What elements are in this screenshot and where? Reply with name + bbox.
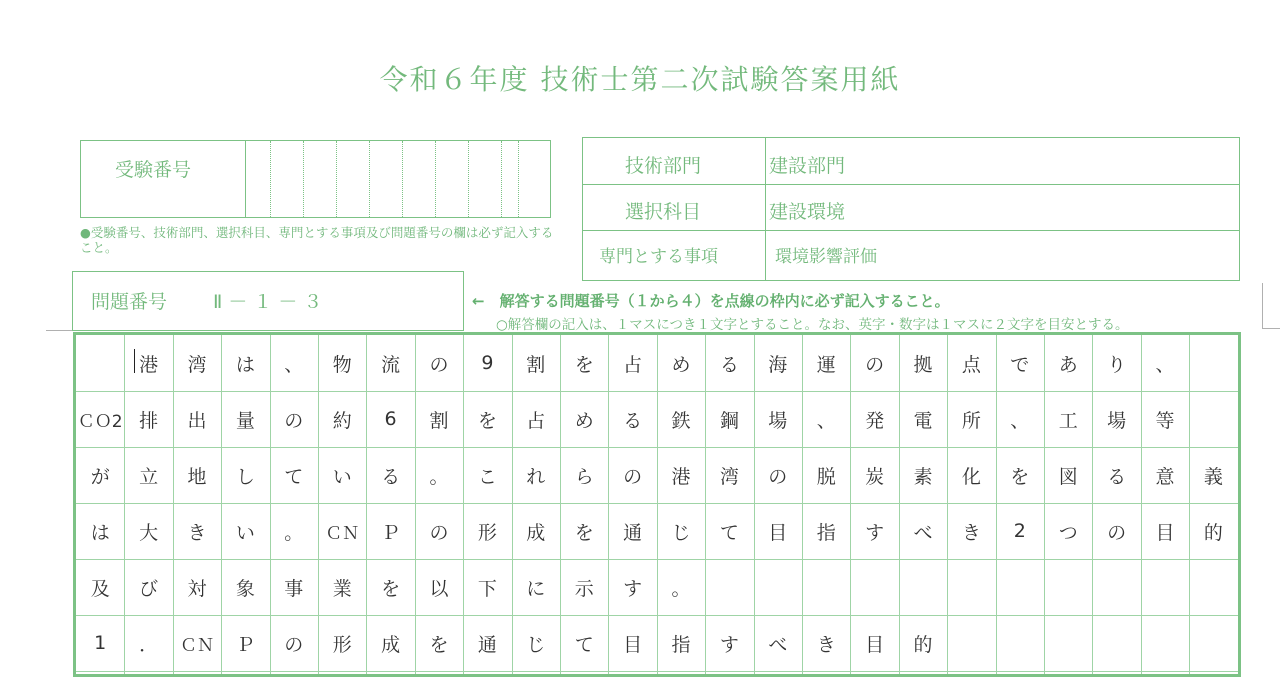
subject-value: 建設環境: [769, 201, 846, 223]
answer-cell[interactable]: 脱: [816, 465, 836, 488]
answer-cell[interactable]: 海: [768, 353, 788, 376]
answer-cell[interactable]: 示: [574, 577, 594, 600]
answer-cell[interactable]: の: [429, 521, 449, 544]
exam-title: 令和６年度 技術士第二次試験答案用紙: [379, 63, 901, 96]
answer-cell[interactable]: 流: [381, 353, 401, 376]
answer-cell[interactable]: め: [671, 353, 691, 376]
answer-cell[interactable]: 指: [816, 521, 836, 544]
answer-cell[interactable]: の: [623, 465, 643, 488]
answer-cell[interactable]: 目: [623, 633, 643, 656]
answer-cell[interactable]: の: [284, 409, 304, 432]
answer-cell[interactable]: 点: [961, 353, 981, 376]
question-number-value: Ⅱ－１－３: [213, 291, 329, 313]
specialty-value: 環境影響評価: [775, 247, 877, 267]
answer-cell[interactable]: あ: [1058, 353, 1078, 376]
answer-cell[interactable]: 形: [477, 521, 497, 544]
question-number-box: [72, 271, 464, 331]
subject-label: 選択科目: [625, 201, 702, 223]
answer-cell[interactable]: の: [865, 353, 885, 376]
answer-cell[interactable]: で: [1010, 353, 1030, 376]
answer-cell[interactable]: 、: [284, 353, 304, 376]
answer-cell[interactable]: 目: [1155, 521, 1175, 544]
examinee-number-box: [80, 140, 551, 218]
answer-cell[interactable]: 的: [913, 633, 933, 656]
answer-cell[interactable]: る: [381, 465, 401, 488]
answer-cell[interactable]: 鋼: [719, 409, 739, 432]
answer-cell[interactable]: い: [235, 521, 255, 544]
answer-cell[interactable]: 場: [1107, 409, 1127, 432]
answer-cell[interactable]: 拠: [913, 353, 933, 376]
answer-cell[interactable]: 所: [961, 409, 981, 432]
answer-cell[interactable]: の: [768, 465, 788, 488]
answer-cell[interactable]: 2: [1013, 520, 1026, 542]
answer-cell[interactable]: 物: [332, 353, 352, 376]
answer-cell[interactable]: ＣＮ: [325, 523, 360, 544]
answer-cell[interactable]: 電: [913, 409, 933, 432]
answer-cell[interactable]: り: [1107, 353, 1127, 376]
answer-cell[interactable]: じ: [671, 521, 691, 544]
answer-cell[interactable]: 対: [187, 577, 207, 600]
answer-cell[interactable]: き: [961, 521, 981, 544]
answer-cell[interactable]: 、: [1010, 409, 1030, 432]
answer-cell[interactable]: 素: [913, 465, 933, 488]
answer-cell[interactable]: を: [574, 353, 594, 376]
answer-cell[interactable]: の: [284, 633, 304, 656]
answer-cell[interactable]: 意: [1155, 465, 1175, 488]
answer-cell[interactable]: れ: [526, 465, 546, 488]
answer-cell[interactable]: 、: [816, 409, 836, 432]
answer-cell[interactable]: て: [284, 465, 304, 488]
text-cursor: [134, 349, 135, 373]
question-number-label: 問題番号: [91, 291, 168, 313]
answer-cell[interactable]: 量: [235, 409, 255, 432]
answer-cell[interactable]: 立: [139, 465, 159, 488]
answer-cell[interactable]: 目: [768, 521, 788, 544]
dept-value: 建設部門: [769, 155, 846, 177]
answer-cell[interactable]: 以: [429, 577, 449, 600]
answer-cell[interactable]: め: [574, 409, 594, 432]
answer-cell[interactable]: す: [865, 521, 885, 544]
answer-cell[interactable]: 6: [384, 408, 397, 430]
answer-cell[interactable]: べ: [913, 521, 933, 544]
specialty-label: 専門とする事項: [599, 247, 718, 267]
answer-cell[interactable]: 。: [429, 465, 449, 488]
answer-cell[interactable]: 港: [139, 353, 159, 376]
answer-cell[interactable]: 約: [332, 409, 352, 432]
answer-cell[interactable]: つ: [1058, 521, 1078, 544]
answer-cell[interactable]: を: [429, 633, 449, 656]
answer-cell[interactable]: 化: [961, 465, 981, 488]
dept-label: 技術部門: [625, 155, 702, 177]
answer-cell[interactable]: が: [90, 465, 110, 488]
answer-cell[interactable]: す: [719, 633, 739, 656]
answer-cell[interactable]: に: [526, 577, 546, 600]
answer-cell[interactable]: き: [187, 521, 207, 544]
answer-cell[interactable]: す: [623, 577, 643, 600]
answer-cell[interactable]: 占: [623, 353, 643, 376]
answer-cell[interactable]: 。: [671, 577, 691, 600]
answer-cell[interactable]: ＣＯ2: [77, 411, 123, 432]
answer-cell[interactable]: 通: [623, 521, 643, 544]
hint-answer-rules: ○解答欄の記入は、１マスにつき１文字とすること。なお、英字・数字は１マスに２文字を目安とする。: [496, 317, 1129, 333]
answer-cell[interactable]: 象: [235, 577, 255, 600]
answer-cell[interactable]: て: [574, 633, 594, 656]
hint-question-number: ← 解答する問題番号（１から４）を点線の枠内に必ず記入すること。: [472, 292, 950, 310]
answer-cell[interactable]: [76, 335, 124, 391]
answer-cell[interactable]: 、: [1155, 353, 1175, 376]
answer-cell[interactable]: 。: [284, 521, 304, 544]
answer-cell[interactable]: こ: [477, 465, 497, 488]
answer-cell[interactable]: る: [623, 409, 643, 432]
answer-cell[interactable]: 目: [865, 633, 885, 656]
answer-cell[interactable]: 占: [526, 409, 546, 432]
answer-cell[interactable]: 成: [381, 633, 401, 656]
answer-cell[interactable]: 9: [481, 352, 494, 374]
answer-cell[interactable]: 等: [1155, 409, 1175, 432]
answer-cell[interactable]: 湾: [719, 465, 739, 488]
answer-cell[interactable]: 通: [477, 633, 497, 656]
answer-cell[interactable]: き: [816, 633, 836, 656]
answer-cell[interactable]: 成: [526, 521, 546, 544]
answer-cell[interactable]: 発: [865, 409, 885, 432]
answer-cell[interactable]: 業: [332, 577, 352, 600]
answer-cell[interactable]: る: [1107, 465, 1127, 488]
answer-grid[interactable]: [73, 332, 1241, 677]
answer-cell[interactable]: し: [235, 465, 255, 488]
answer-cell[interactable]: を: [1010, 465, 1030, 488]
answer-cell[interactable]: 的: [1203, 521, 1223, 544]
answer-cell[interactable]: 事: [284, 577, 304, 600]
answer-cell[interactable]: ＣＮ: [179, 635, 214, 656]
answer-cell[interactable]: る: [719, 353, 739, 376]
answer-cell[interactable]: の: [1107, 521, 1127, 544]
answer-cell[interactable]: 港: [671, 465, 691, 488]
answer-cell[interactable]: 工: [1058, 409, 1078, 432]
answer-cell[interactable]: を: [574, 521, 594, 544]
examinee-number-label: 受験番号: [115, 159, 192, 181]
answer-cell[interactable]: Ｐ: [381, 521, 401, 544]
answer-cell[interactable]: Ｐ: [235, 633, 255, 656]
answer-cell[interactable]: 下: [477, 577, 497, 600]
answer-cell[interactable]: 炭: [865, 465, 885, 488]
answer-cell[interactable]: 図: [1058, 465, 1078, 488]
answer-cell[interactable]: て: [719, 521, 739, 544]
answer-cell[interactable]: は: [235, 353, 255, 376]
answer-cell[interactable]: じ: [526, 633, 546, 656]
answer-cell[interactable]: 出: [187, 409, 207, 432]
answer-cell[interactable]: い: [332, 465, 352, 488]
answer-cell[interactable]: 湾: [187, 353, 207, 376]
answer-cell[interactable]: を: [477, 409, 497, 432]
answer-cell[interactable]: 大: [139, 521, 159, 544]
answer-cell[interactable]: の: [429, 353, 449, 376]
answer-cell[interactable]: 排: [139, 409, 159, 432]
answer-cell[interactable]: は: [90, 521, 110, 544]
answer-cell[interactable]: 場: [768, 409, 788, 432]
answer-cell[interactable]: 鉄: [671, 409, 691, 432]
answer-cell[interactable]: 及: [90, 577, 110, 600]
examinee-note: ●受験番号、技術部門、選択科目、専門とする事項及び問題番号の欄は必ず記入すること。: [80, 225, 554, 255]
answer-cell[interactable]: ．: [139, 633, 159, 656]
answer-cell[interactable]: べ: [768, 633, 788, 656]
answer-cell[interactable]: を: [381, 577, 401, 600]
answer-cell[interactable]: 割: [526, 353, 546, 376]
answer-cell[interactable]: 義: [1203, 465, 1223, 488]
answer-cell[interactable]: 1: [94, 632, 107, 654]
info-table: [582, 137, 1240, 281]
answer-cell[interactable]: び: [139, 577, 159, 600]
answer-cell[interactable]: 割: [429, 409, 449, 432]
answer-cell[interactable]: ら: [574, 465, 594, 488]
answer-cell[interactable]: 地: [187, 465, 207, 488]
answer-cell[interactable]: 運: [816, 353, 836, 376]
answer-cell[interactable]: 指: [671, 633, 691, 656]
answer-cell[interactable]: 形: [332, 633, 352, 656]
